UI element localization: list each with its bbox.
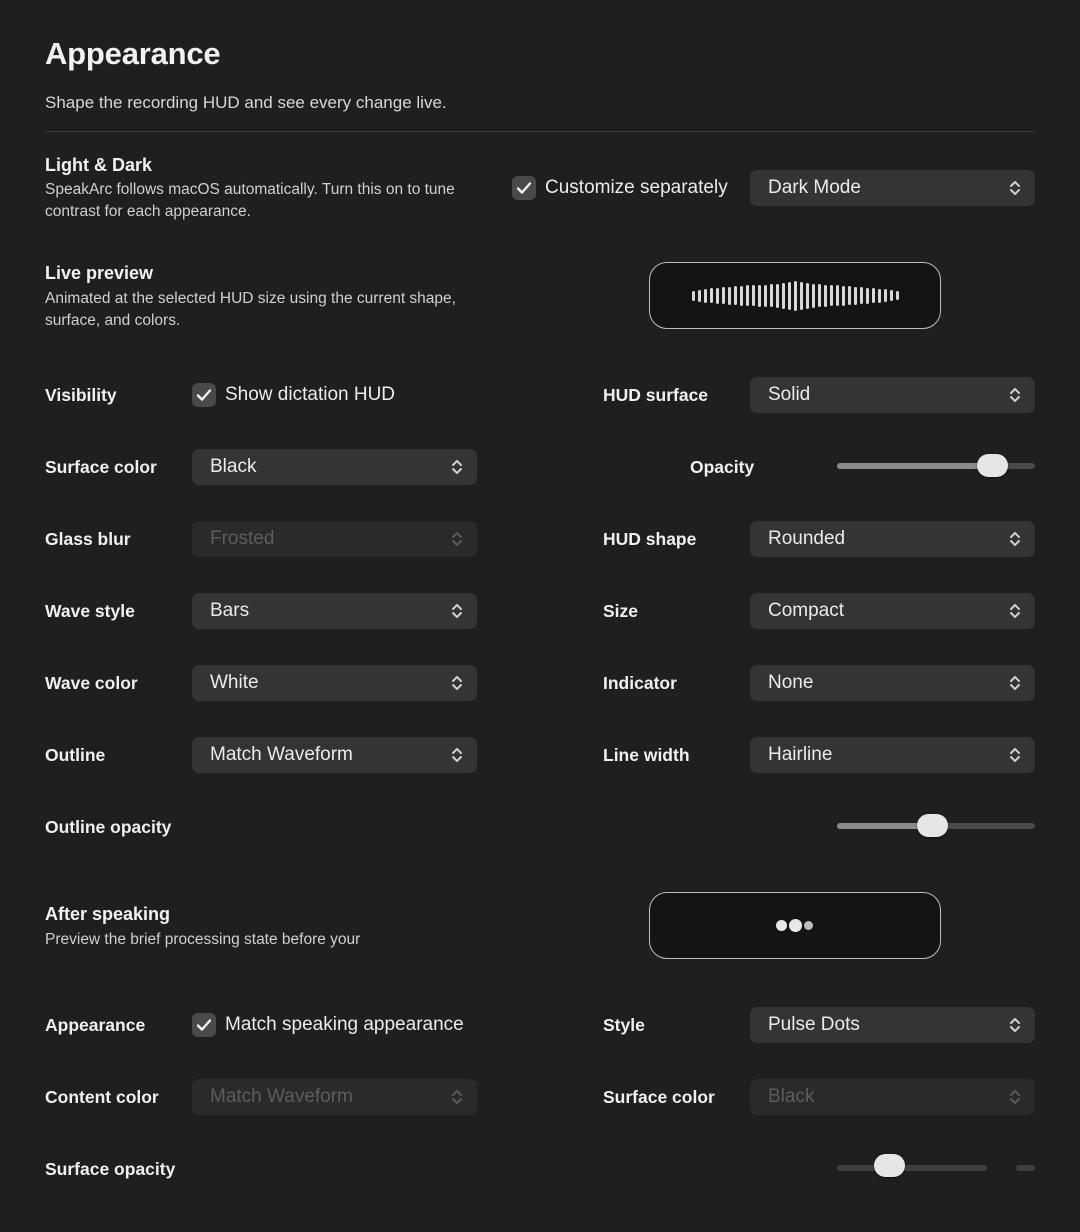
chevron-up-down-icon	[1007, 179, 1023, 197]
hud-shape-value: Rounded	[768, 528, 846, 549]
waveform-bar	[860, 287, 863, 304]
waveform-bar	[878, 289, 881, 303]
wave-color-value: White	[210, 672, 259, 693]
live-preview-title: Live preview	[45, 263, 154, 283]
opacity-slider-fill	[837, 463, 993, 469]
waveform-bar	[716, 288, 719, 304]
surface-color-value: Black	[210, 456, 257, 477]
opacity-slider[interactable]	[837, 463, 1035, 469]
hud-surface-value: Solid	[768, 384, 811, 405]
visibility-label: Visibility	[45, 385, 117, 405]
waveform-bar	[794, 281, 797, 311]
chevron-up-down-icon	[1007, 1088, 1023, 1106]
chevron-up-down-icon	[1007, 674, 1023, 692]
match-speaking-appearance-label: Match speaking appearance	[225, 1014, 464, 1035]
light-dark-title: Light & Dark	[45, 155, 153, 175]
waveform-bar	[698, 290, 701, 302]
after-surface-color-label: Surface color	[603, 1087, 715, 1107]
outline-value: Match Waveform	[210, 744, 353, 765]
waveform-bar	[788, 282, 791, 310]
waveform-bar	[800, 282, 803, 310]
chevron-up-down-icon	[1007, 386, 1023, 404]
surface-opacity-slider-knob[interactable]	[874, 1154, 905, 1177]
after-speaking-preview-hud	[649, 892, 941, 959]
line-width-value: Hairline	[768, 744, 833, 765]
appearance-mode-select[interactable]	[750, 170, 1035, 206]
light-dark-description: SpeakArc follows macOS automatically. Turn this on to tune contrast for each appearance.	[45, 181, 455, 220]
waveform-bar	[758, 285, 761, 307]
live-preview-hud	[649, 262, 941, 329]
chevron-up-down-icon	[1007, 1016, 1023, 1034]
waveform-bar	[770, 284, 773, 307]
opacity-slider-knob[interactable]	[977, 454, 1008, 477]
match-speaking-appearance-checkbox[interactable]	[192, 1007, 464, 1043]
hud-surface-select[interactable]	[750, 377, 1035, 413]
page-title: Appearance	[45, 36, 221, 71]
wave-color-select[interactable]	[192, 665, 477, 701]
wave-color-label: Wave color	[45, 673, 138, 693]
style-label: Style	[603, 1015, 645, 1035]
waveform-bar	[782, 283, 785, 309]
outline-opacity-slider-knob[interactable]	[917, 814, 948, 837]
waveform-bar	[692, 291, 695, 301]
content-color-select	[192, 1079, 477, 1115]
live-preview-description: Animated at the selected HUD size using the current shape, surface, and colors.	[45, 290, 456, 329]
waveform-bar	[884, 289, 887, 302]
waveform-bar	[842, 286, 845, 306]
outline-opacity-label: Outline opacity	[45, 817, 172, 837]
outline-opacity-slider[interactable]	[837, 823, 1035, 829]
waveform-bar	[740, 286, 743, 306]
show-dictation-hud-checkbox[interactable]	[192, 377, 395, 413]
chevron-up-down-icon	[1007, 746, 1023, 764]
glass-blur-label: Glass blur	[45, 529, 131, 549]
pulse-dot	[776, 920, 787, 931]
surface-opacity-slider-track	[837, 1165, 987, 1171]
style-select[interactable]	[750, 1007, 1035, 1043]
waveform-bar	[824, 285, 827, 307]
size-select[interactable]	[750, 593, 1035, 629]
glass-blur-select	[192, 521, 477, 557]
opacity-label: Opacity	[690, 457, 755, 477]
waveform-bar	[746, 285, 749, 306]
glass-blur-value: Frosted	[210, 528, 275, 549]
after-surface-color-select	[750, 1079, 1035, 1115]
waveform-bar	[836, 285, 839, 306]
size-value: Compact	[768, 600, 845, 621]
waveform-bar	[764, 285, 767, 307]
waveform-bar	[806, 283, 809, 309]
chevron-up-down-icon	[1007, 602, 1023, 620]
chevron-up-down-icon	[449, 602, 465, 620]
size-label: Size	[603, 601, 639, 621]
show-dictation-hud-label: Show dictation HUD	[225, 384, 396, 405]
indicator-label: Indicator	[603, 673, 677, 693]
waveform-bar	[848, 286, 851, 305]
surface-color-label: Surface color	[45, 457, 157, 477]
content-color-value: Match Waveform	[210, 1086, 353, 1107]
customize-separately-checkbox[interactable]	[512, 170, 728, 206]
divider	[45, 131, 1035, 132]
pulse-dot	[804, 921, 813, 930]
page-subtitle: Shape the recording HUD and see every change live.	[45, 93, 447, 112]
waveform-bar	[710, 288, 713, 303]
waveform-bar	[722, 287, 725, 304]
after-speaking-title: After speaking	[45, 904, 171, 924]
chevron-up-down-icon	[449, 458, 465, 476]
surface-color-select[interactable]	[192, 449, 477, 485]
outline-select[interactable]	[192, 737, 477, 773]
after-speaking-description: Preview the brief processing state before your	[45, 931, 361, 948]
appearance-mode-value: Dark Mode	[768, 177, 861, 198]
hud-shape-select[interactable]	[750, 521, 1035, 557]
hud-surface-label: HUD surface	[603, 385, 709, 405]
line-width-select[interactable]	[750, 737, 1035, 773]
surface-opacity-slider-track-end	[1016, 1165, 1035, 1171]
checkmark-icon	[192, 1013, 216, 1037]
surface-opacity-label: Surface opacity	[45, 1159, 176, 1179]
checkmark-icon	[512, 176, 536, 200]
waveform-bar	[704, 289, 707, 303]
chevron-up-down-icon	[1007, 530, 1023, 548]
wave-style-label: Wave style	[45, 601, 135, 621]
waveform-bar	[896, 291, 899, 300]
waveform-bar	[752, 285, 755, 306]
waveform-bar	[854, 287, 857, 305]
waveform-bar	[734, 286, 737, 305]
waveform-bar	[812, 284, 815, 308]
waveform-bar	[830, 285, 833, 306]
after-appearance-label: Appearance	[45, 1015, 146, 1035]
wave-style-select[interactable]	[192, 593, 477, 629]
outline-label: Outline	[45, 745, 106, 765]
content-color-label: Content color	[45, 1087, 159, 1107]
indicator-select[interactable]	[750, 665, 1035, 701]
waveform-bar	[776, 284, 779, 308]
chevron-up-down-icon	[449, 530, 465, 548]
hud-shape-label: HUD shape	[603, 529, 697, 549]
waveform-bar	[872, 288, 875, 303]
after-surface-color-value: Black	[768, 1086, 815, 1107]
waveform-bar	[866, 288, 869, 304]
checkmark-icon	[192, 383, 216, 407]
waveform-bar	[818, 284, 821, 307]
chevron-up-down-icon	[449, 674, 465, 692]
chevron-up-down-icon	[449, 1088, 465, 1106]
style-value: Pulse Dots	[768, 1014, 860, 1035]
waveform-bar	[890, 290, 893, 301]
customize-separately-label: Customize separately	[545, 177, 728, 198]
waveform-bar	[728, 287, 731, 305]
chevron-up-down-icon	[449, 746, 465, 764]
wave-style-value: Bars	[210, 600, 250, 621]
indicator-value: None	[768, 672, 814, 693]
surface-opacity-slider[interactable]	[837, 1165, 1035, 1171]
pulse-dot	[789, 919, 802, 932]
line-width-label: Line width	[603, 745, 690, 765]
